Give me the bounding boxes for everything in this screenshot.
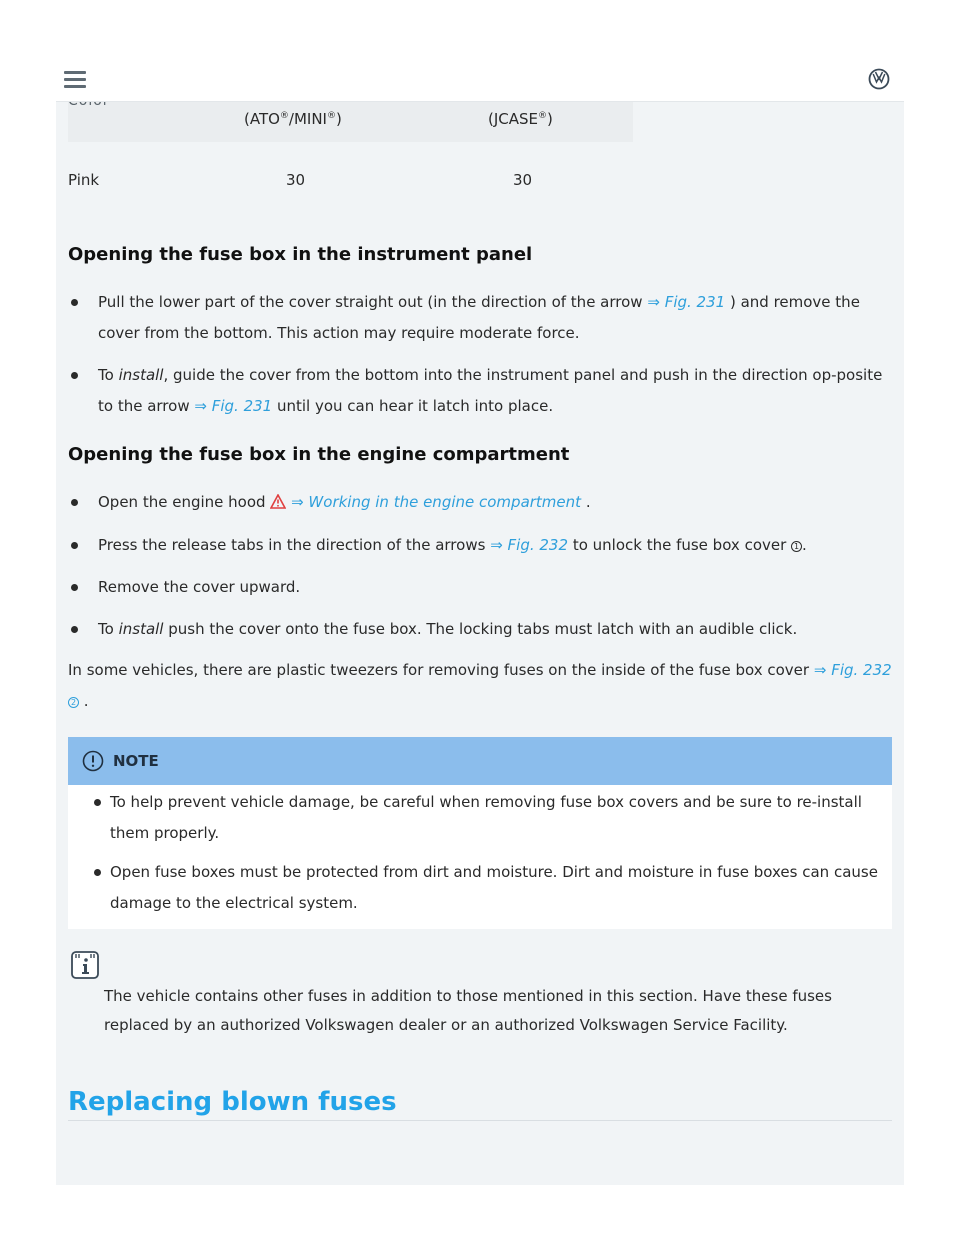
- note-box: [68, 737, 892, 929]
- divider: [68, 1120, 892, 1121]
- bullet-press-release-tabs: Press the release tabs in the direction of the arrows ⇒ Fig. 232 to unlock the fuse box cover 1 .: [98, 530, 894, 561]
- bullet-remove-cover: Remove the cover upward.: [98, 572, 894, 603]
- table-header-ato-mini: (ATO®/MINI®): [244, 110, 342, 128]
- info-text: The vehicle contains other fuses in addition to those mentioned in this section. Have these fuses replaced by an authorized Volkswagen dealer or an authorized Volkswagen Service Facility.: [104, 987, 832, 1034]
- table-cell-ato-mini: 30: [286, 171, 306, 189]
- note-title: NOTE: [113, 752, 159, 770]
- heading-instrument-panel: Opening the fuse box in the instrument panel: [68, 244, 533, 265]
- section-title-replacing-fuses: Replacing blown fuses: [68, 1087, 397, 1117]
- bullet-install-cover: To install, guide the cover from the bottom into the instrument panel and push in the direction op-posite to the arrow ⇒ Fig. 231 until you can hear it latch into place.: [98, 360, 894, 422]
- table-cell-color: Pink: [68, 171, 100, 189]
- fuse-table-header: [68, 102, 633, 142]
- callout-marker: 1: [791, 541, 802, 552]
- manual-page: [56, 57, 904, 1185]
- table-header-jcase: (JCASE®): [488, 110, 553, 128]
- info-icon: [70, 950, 100, 980]
- bullet-pull-cover: Pull the lower part of the cover straight out (in the direction of the arrow ⇒ Fig. 231 ) and remove the cover from the bottom. This action may require moderate force.: [98, 287, 894, 349]
- note-item: Open fuse boxes must be protected from dirt and moisture. Dirt and moisture in fuse boxes can cause damage to the electrical system.: [110, 857, 880, 919]
- tweezers-paragraph: In some vehicles, there are plastic tweezers for removing fuses on the inside of the fuse box cover ⇒ Fig. 2322 .: [68, 661, 892, 710]
- fig-232-link[interactable]: ⇒ Fig. 232: [490, 536, 569, 554]
- note-header: [68, 737, 892, 785]
- bullet-open-hood: Open the engine hood ⇒ Working in the engine compartment .: [98, 487, 894, 518]
- vw-logo-icon[interactable]: [868, 68, 890, 90]
- fig-231-link[interactable]: ⇒ Fig. 231: [194, 397, 273, 415]
- working-engine-compartment-link[interactable]: ⇒ Working in the engine compartment: [291, 493, 582, 511]
- note-item: To help prevent vehicle damage, be careful when removing fuse box covers and be sure to re-install them properly.: [110, 787, 880, 849]
- bullet-install-push: To install push the cover onto the fuse box. The locking tabs must latch with an audible click.: [98, 614, 894, 645]
- alert-circle-icon: [82, 750, 104, 772]
- heading-engine-compartment: Opening the fuse box in the engine compartment: [68, 444, 570, 465]
- top-bar: [56, 57, 904, 102]
- warning-icon: [270, 494, 286, 509]
- menu-icon[interactable]: [64, 69, 86, 89]
- fig-231-link[interactable]: ⇒ Fig. 231: [647, 293, 726, 311]
- fig-232-link[interactable]: ⇒ Fig. 2322: [68, 661, 892, 710]
- table-cell-jcase: 30: [513, 171, 533, 189]
- callout-marker: 2: [68, 697, 79, 708]
